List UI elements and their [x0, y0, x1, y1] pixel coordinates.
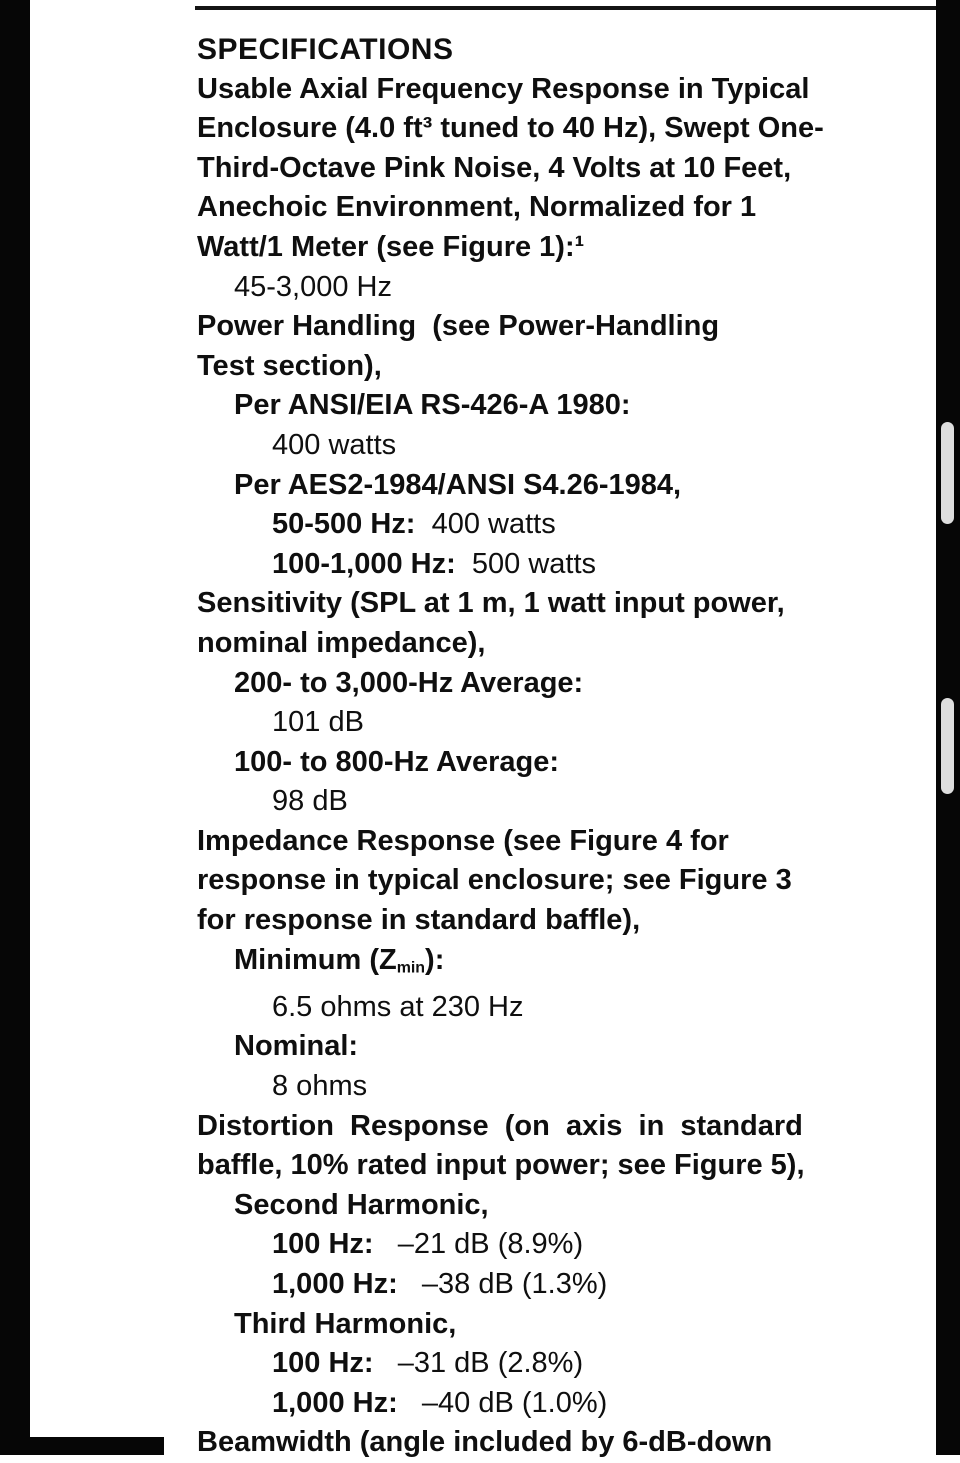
spec-line-segment: –21 dB (8.9%) — [373, 1228, 584, 1261]
spec-line — [197, 307, 939, 347]
page-title: SPECIFICATIONS — [197, 33, 454, 66]
spec-line-segment: Watt/1 Meter (see Figure 1):¹ — [197, 230, 585, 263]
spec-line — [197, 268, 939, 308]
spec-line — [197, 703, 939, 743]
spec-line-segment: Enclosure (4.0 ft³ tuned to 40 Hz), Swept One- — [197, 112, 824, 145]
spec-line — [197, 386, 939, 426]
page-top-rule — [195, 6, 936, 10]
spec-line-segment: Usable Axial Frequency Response in Typical — [197, 72, 810, 105]
spec-line-segment: Per AES2-1984/ANSI S4.26-1984, — [234, 468, 682, 501]
left-frame-border — [0, 0, 30, 1455]
spec-line-segment: 8 ohms — [272, 1069, 368, 1102]
spec-line — [197, 505, 939, 545]
spec-line-segment: 101 dB — [272, 706, 364, 739]
spec-line-segment: 200- to 3,000-Hz Average: — [234, 666, 584, 699]
spec-line — [197, 584, 939, 624]
spec-line-segment: 50-500 Hz: — [272, 508, 416, 541]
spec-line-segment: –31 dB (2.8%) — [373, 1347, 584, 1380]
spec-line-segment: 6.5 ohms at 230 Hz — [272, 990, 524, 1023]
spec-line — [197, 988, 939, 1028]
spec-line — [197, 1067, 939, 1107]
spec-line-segment: 100 Hz: — [272, 1347, 374, 1380]
spec-line — [197, 466, 939, 506]
spec-line-segment: nominal impedance), — [197, 626, 486, 659]
spec-line — [197, 1027, 939, 1067]
right-frame-border — [936, 0, 960, 1455]
spec-line-segment: ): — [425, 943, 445, 976]
spec-line — [197, 1146, 939, 1186]
spec-line-segment: Per ANSI/EIA RS-426-A 1980: — [234, 389, 631, 422]
spec-line — [197, 1384, 939, 1424]
spec-line — [197, 861, 939, 901]
spec-line — [197, 1423, 939, 1463]
spec-line-segment: Test section), — [197, 349, 382, 382]
spec-line — [197, 109, 939, 149]
spec-line — [197, 941, 939, 988]
spec-line-segment: Minimum (Z — [234, 943, 397, 976]
spec-line-segment: for response in standard baffle), — [197, 904, 641, 937]
spec-line-segment: Second Harmonic, — [234, 1188, 489, 1221]
spec-line-segment: Third-Octave Pink Noise, 4 Volts at 10 Feet, — [197, 151, 792, 184]
spec-line-segment: 1,000 Hz: — [272, 1386, 398, 1419]
spec-line-segment: 1,000 Hz: — [272, 1267, 398, 1300]
spec-lines — [197, 70, 939, 1463]
spec-line — [197, 664, 939, 704]
spec-line-segment: –40 dB (1.0%) — [397, 1386, 608, 1419]
spec-line-segment: 100- to 800-Hz Average: — [234, 745, 560, 778]
specifications-section — [197, 30, 939, 1463]
spec-line-segment: 500 watts — [455, 547, 597, 580]
spec-line-segment: 100 Hz: — [272, 1228, 374, 1261]
spec-line — [197, 901, 939, 941]
spec-line-segment: Third Harmonic, — [234, 1307, 457, 1340]
spec-line-segment: 400 watts — [415, 508, 556, 541]
spec-line-segment: Impedance Response (see Figure 4 for — [197, 824, 729, 857]
spec-line — [197, 70, 939, 110]
spec-line-segment: –38 dB (1.3%) — [397, 1267, 608, 1300]
spec-line — [197, 782, 939, 822]
spec-line-segment: Distortion Response (on axis in standard — [197, 1109, 803, 1142]
spec-line — [197, 188, 939, 228]
spec-line-segment: Nominal: — [234, 1030, 359, 1063]
spec-line — [197, 545, 939, 585]
spec-line — [197, 228, 939, 268]
spec-line — [197, 822, 939, 862]
spec-line-segment: Anechoic Environment, Normalized for 1 — [197, 191, 757, 224]
spec-line — [197, 426, 939, 466]
spec-line — [197, 743, 939, 783]
spec-line-segment: min — [396, 959, 426, 977]
spec-line — [197, 1186, 939, 1226]
spec-line — [197, 149, 939, 189]
spec-line — [197, 1107, 939, 1147]
spec-line-segment: Power Handling (see Power-Handling — [197, 310, 720, 343]
spec-line — [197, 1265, 939, 1305]
spec-line-segment: Sensitivity (SPL at 1 m, 1 watt input power, — [197, 587, 785, 620]
spec-line-segment: 45-3,000 Hz — [234, 270, 392, 303]
spec-line-segment: Beamwidth (angle included by 6-dB-down — [197, 1426, 773, 1459]
spec-line — [197, 1225, 939, 1265]
spec-line — [197, 347, 939, 387]
spec-line-segment: response in typical enclosure; see Figure 3 — [197, 864, 792, 897]
scrollbar-thumb-upper[interactable] — [941, 422, 954, 524]
spec-line — [197, 1344, 939, 1384]
scrollbar-thumb-lower[interactable] — [941, 698, 954, 794]
spec-line — [197, 1305, 939, 1345]
spec-line-segment: 100-1,000 Hz: — [272, 547, 456, 580]
spec-line-segment: 400 watts — [272, 428, 397, 461]
spec-line-segment: 98 dB — [272, 785, 348, 818]
spec-line-segment: baffle, 10% rated input power; see Figure 5), — [197, 1149, 805, 1182]
spec-line — [197, 624, 939, 664]
bottom-frame-border — [0, 1437, 164, 1455]
